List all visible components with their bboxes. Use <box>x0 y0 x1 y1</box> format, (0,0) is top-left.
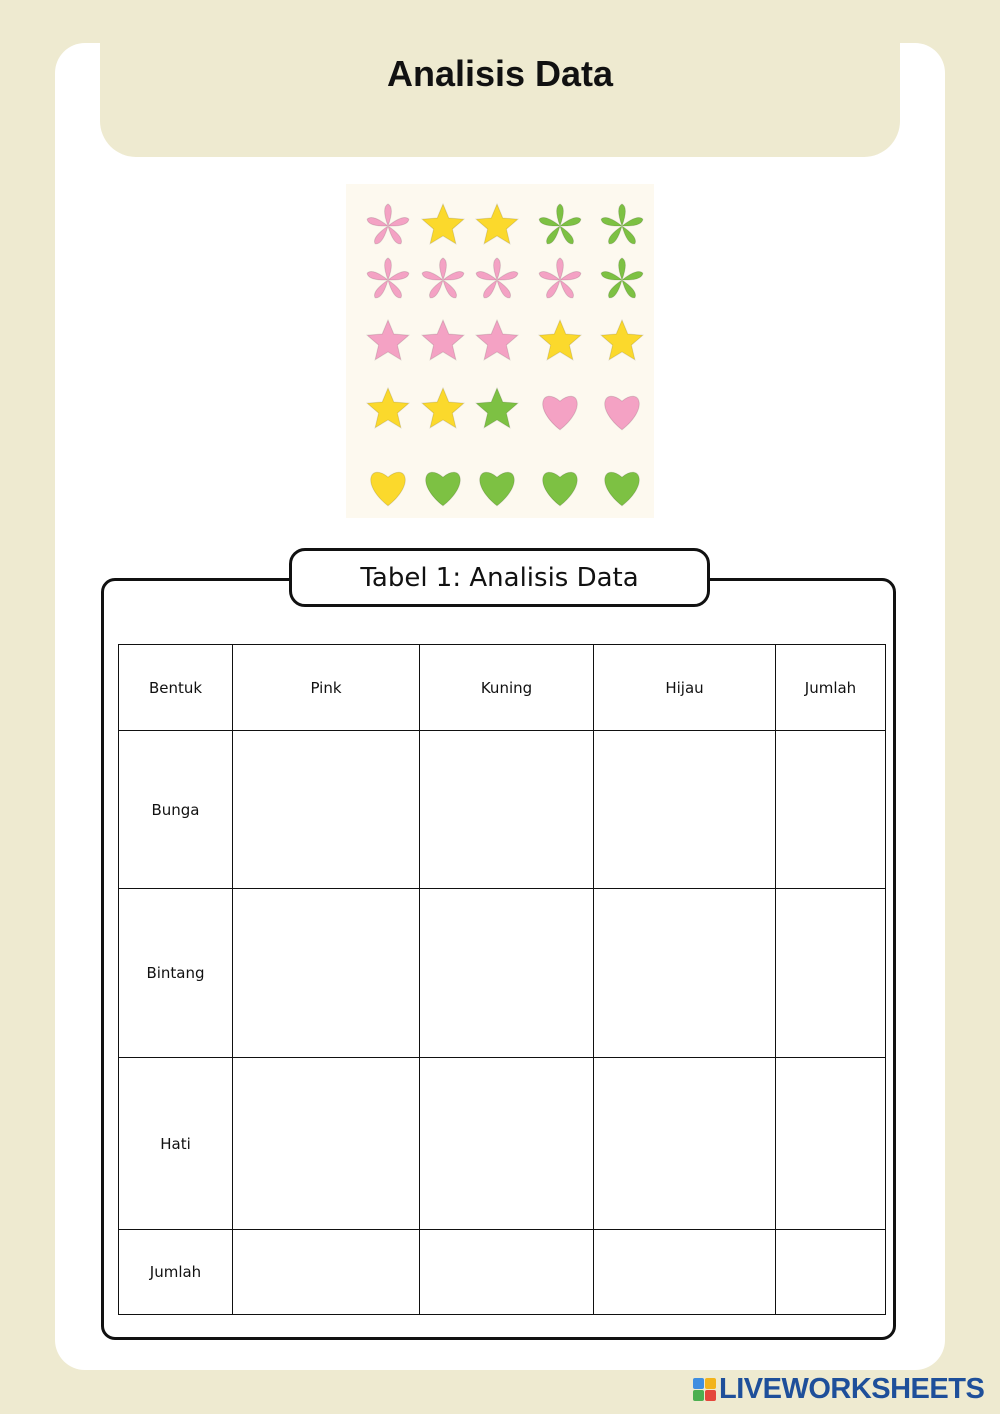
logo-tile <box>705 1390 716 1401</box>
heart-icon <box>426 472 461 506</box>
answer-cell[interactable] <box>776 889 886 1058</box>
header-cell-bentuk: Bentuk <box>119 645 233 731</box>
star-icon <box>422 204 464 244</box>
flower-icon <box>422 258 464 298</box>
table-row <box>119 1230 886 1315</box>
page-title: Analisis Data <box>386 53 614 94</box>
flower-icon <box>367 204 409 244</box>
table-caption: Tabel 1: Analisis Data <box>289 548 710 607</box>
logo-tile <box>693 1378 704 1389</box>
shapes-illustration <box>346 184 654 518</box>
flower-icon <box>601 204 643 244</box>
answer-cell[interactable] <box>594 1058 776 1230</box>
answer-cell[interactable] <box>594 731 776 889</box>
liveworksheets-logo-icon <box>693 1378 716 1401</box>
flower-icon <box>367 258 409 298</box>
shapes-picture <box>346 184 654 518</box>
table-row <box>119 731 886 889</box>
answer-cell[interactable] <box>233 889 420 1058</box>
heart-icon <box>543 396 578 430</box>
table-row <box>119 1058 886 1230</box>
analysis-table <box>118 644 886 1315</box>
answer-cell[interactable] <box>594 889 776 1058</box>
answer-cell[interactable] <box>420 731 594 889</box>
star-icon <box>367 320 409 360</box>
table-row <box>119 889 886 1058</box>
star-icon <box>601 320 643 360</box>
logo-tile <box>693 1390 704 1401</box>
answer-cell[interactable] <box>420 1058 594 1230</box>
answer-cell[interactable] <box>776 1230 886 1315</box>
header-cell-kuning: Kuning <box>420 645 594 731</box>
flower-icon <box>476 258 518 298</box>
answer-cell[interactable] <box>776 731 886 889</box>
answer-cell[interactable] <box>420 889 594 1058</box>
heart-icon <box>605 396 640 430</box>
answer-cell[interactable] <box>776 1058 886 1230</box>
star-icon <box>422 388 464 428</box>
row-label-jumlah: Jumlah <box>119 1230 233 1315</box>
header-cell-pink: Pink <box>233 645 420 731</box>
star-icon <box>367 388 409 428</box>
answer-cell[interactable] <box>233 1058 420 1230</box>
flower-icon <box>539 204 581 244</box>
answer-cell[interactable] <box>420 1230 594 1315</box>
row-label-bunga: Bunga <box>119 731 233 889</box>
answer-cell[interactable] <box>233 1230 420 1315</box>
header-cell-hijau: Hijau <box>594 645 776 731</box>
star-icon <box>539 320 581 360</box>
heart-icon <box>480 472 515 506</box>
brand-name: LIVEWORKSHEETS <box>719 1372 985 1405</box>
logo-tile <box>705 1378 716 1389</box>
heart-icon <box>605 472 640 506</box>
row-label-hati: Hati <box>119 1058 233 1230</box>
star-icon <box>476 388 518 428</box>
heart-icon <box>371 472 406 506</box>
footer-branding[interactable] <box>693 1374 984 1404</box>
flower-icon <box>539 258 581 298</box>
star-icon <box>476 204 518 244</box>
answer-cell[interactable] <box>233 731 420 889</box>
row-label-bintang: Bintang <box>119 889 233 1058</box>
table-header-row <box>119 645 886 731</box>
heart-icon <box>543 472 578 506</box>
star-icon <box>476 320 518 360</box>
answer-cell[interactable] <box>594 1230 776 1315</box>
header-cell-jumlah: Jumlah <box>776 645 886 731</box>
flower-icon <box>601 258 643 298</box>
star-icon <box>422 320 464 360</box>
